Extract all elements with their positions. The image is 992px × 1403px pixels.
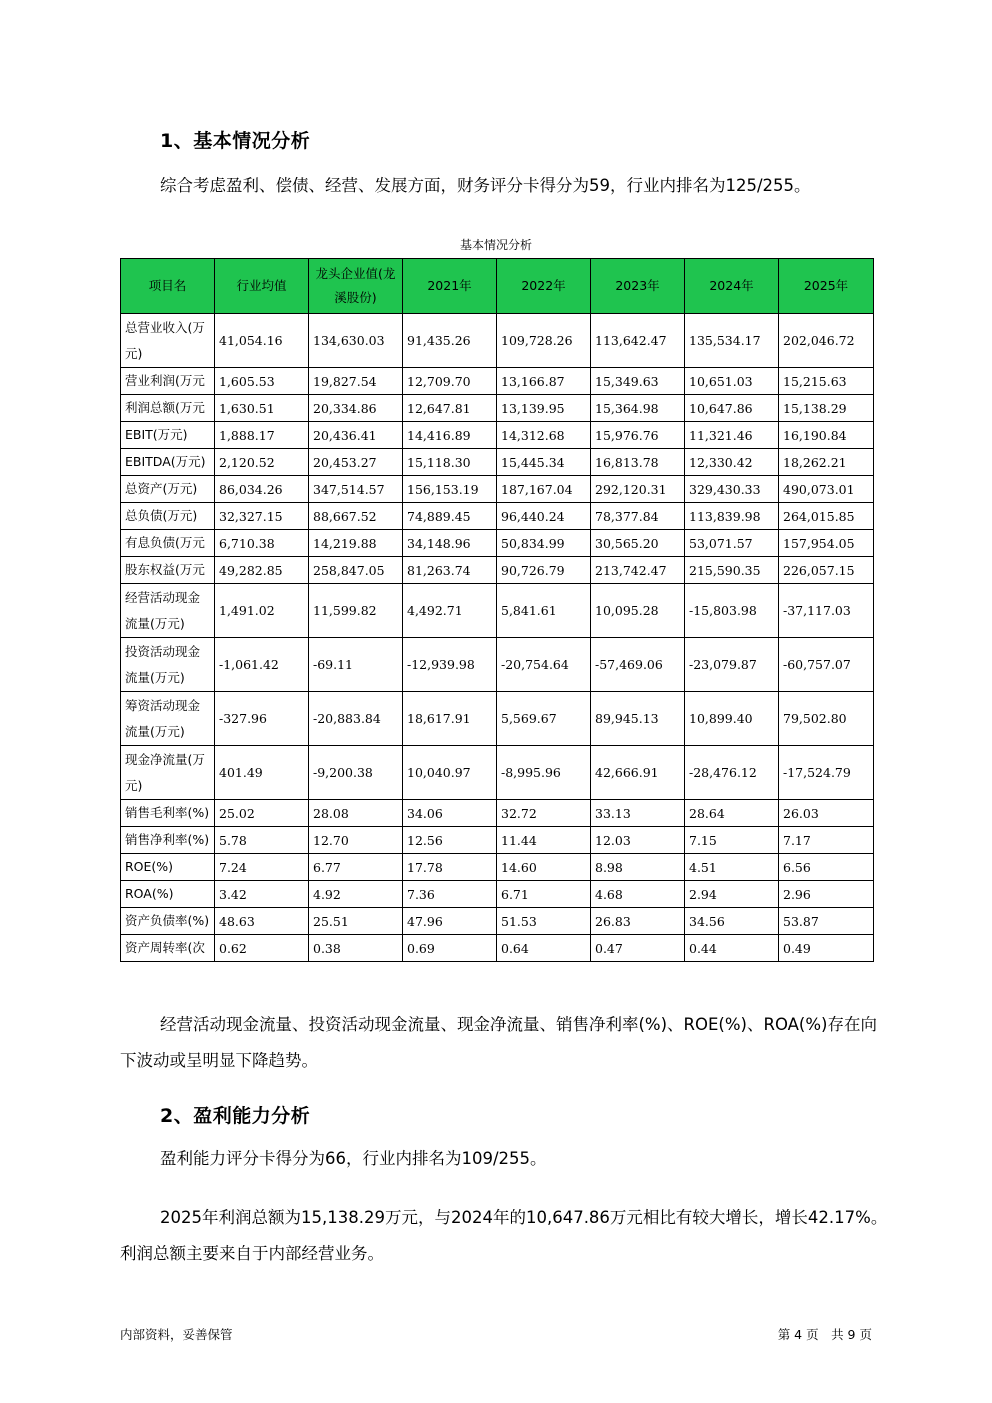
table-cell: -327.96: [215, 692, 309, 746]
page-number: 第 4 页 共 9 页: [777, 1327, 872, 1342]
table-cell: 0.49: [779, 935, 874, 962]
table-row: [121, 854, 874, 881]
table-cell: 8.98: [591, 854, 685, 881]
table-cell: 14,219.88: [309, 530, 403, 557]
table-cell: 401.49: [215, 746, 309, 800]
table-row: [121, 881, 874, 908]
table-cell: 215,590.35: [685, 557, 779, 584]
table-row: [121, 800, 874, 827]
table-cell: 4.51: [685, 854, 779, 881]
table-cell: -17,524.79: [779, 746, 874, 800]
table-cell: -15,803.98: [685, 584, 779, 638]
column-header: 2025年: [779, 259, 874, 314]
table-cell: 30,565.20: [591, 530, 685, 557]
trend-note: 经营活动现金流量、投资活动现金流量、现金净流量、销售净利率(%)、ROE(%)、ROA(%)存在向下波动或呈明显下降趋势。: [120, 1015, 877, 1070]
table-cell: 18,617.91: [403, 692, 497, 746]
table-row: [121, 422, 874, 449]
table-cell: 134,630.03: [309, 314, 403, 368]
table-cell: 12,647.81: [403, 395, 497, 422]
table-cell: 25.02: [215, 800, 309, 827]
table-cell: -57,469.06: [591, 638, 685, 692]
table-cell: 14.60: [497, 854, 591, 881]
table-row: [121, 449, 874, 476]
table-cell: 15,118.30: [403, 449, 497, 476]
table-cell: 292,120.31: [591, 476, 685, 503]
table-cell: -60,757.07: [779, 638, 874, 692]
table-cell: 156,153.19: [403, 476, 497, 503]
table-cell: 50,834.99: [497, 530, 591, 557]
table-cell: 15,364.98: [591, 395, 685, 422]
row-label: ROE(%): [121, 854, 215, 881]
table-cell: 5.78: [215, 827, 309, 854]
table-cell: 12.56: [403, 827, 497, 854]
table-cell: 347,514.57: [309, 476, 403, 503]
table-cell: 10,095.28: [591, 584, 685, 638]
table-cell: 28.64: [685, 800, 779, 827]
table-cell: -69.11: [309, 638, 403, 692]
table-cell: 81,263.74: [403, 557, 497, 584]
table-row: [121, 557, 874, 584]
table-row: [121, 476, 874, 503]
table-cell: 33.13: [591, 800, 685, 827]
table-cell: 11.44: [497, 827, 591, 854]
table-cell: 2.96: [779, 881, 874, 908]
table-cell: 3.42: [215, 881, 309, 908]
table-cell: 202,046.72: [779, 314, 874, 368]
table-cell: 10,040.97: [403, 746, 497, 800]
table-cell: 41,054.16: [215, 314, 309, 368]
column-header: 2024年: [685, 259, 779, 314]
table-row: [121, 395, 874, 422]
table-cell: 0.64: [497, 935, 591, 962]
row-label: 资产周转率(次: [121, 935, 215, 962]
table-cell: 34.56: [685, 908, 779, 935]
table-cell: 20,436.41: [309, 422, 403, 449]
table-cell: 88,667.52: [309, 503, 403, 530]
table-cell: 10,647.86: [685, 395, 779, 422]
table-cell: 1,630.51: [215, 395, 309, 422]
table-cell: 6.77: [309, 854, 403, 881]
row-label: ROA(%): [121, 881, 215, 908]
row-label: 销售净利率(%): [121, 827, 215, 854]
table-cell: 5,569.67: [497, 692, 591, 746]
table-cell: 12.03: [591, 827, 685, 854]
table-cell: 17.78: [403, 854, 497, 881]
table-cell: 109,728.26: [497, 314, 591, 368]
row-label: 筹资活动现金流量(万元): [121, 692, 215, 746]
row-label: EBITDA(万元): [121, 449, 215, 476]
table-cell: 20,334.86: [309, 395, 403, 422]
table-cell: 32.72: [497, 800, 591, 827]
table-row: [121, 530, 874, 557]
basic-analysis-table: [120, 258, 874, 962]
table-cell: -9,200.38: [309, 746, 403, 800]
table-cell: 135,534.17: [685, 314, 779, 368]
profitability-score: 盈利能力评分卡得分为66，行业内排名为109/255。: [160, 1149, 547, 1168]
section-1-heading: 1、基本情况分析: [160, 130, 311, 152]
table-cell: 25.51: [309, 908, 403, 935]
table-cell: -20,754.64: [497, 638, 591, 692]
table-cell: 2,120.52: [215, 449, 309, 476]
table-cell: 14,416.89: [403, 422, 497, 449]
table-cell: 213,742.47: [591, 557, 685, 584]
table-cell: 20,453.27: [309, 449, 403, 476]
row-label: 总资产(万元): [121, 476, 215, 503]
table-cell: 258,847.05: [309, 557, 403, 584]
column-header: 2021年: [403, 259, 497, 314]
row-label: 资产负债率(%): [121, 908, 215, 935]
table-cell: 10,651.03: [685, 368, 779, 395]
table-cell: 91,435.26: [403, 314, 497, 368]
table-caption: 基本情况分析: [459, 238, 532, 252]
table-cell: 5,841.61: [497, 584, 591, 638]
table-cell: 0.69: [403, 935, 497, 962]
table-cell: 34.06: [403, 800, 497, 827]
table-cell: 16,813.78: [591, 449, 685, 476]
table-cell: 49,282.85: [215, 557, 309, 584]
row-label: EBIT(万元): [121, 422, 215, 449]
table-cell: 47.96: [403, 908, 497, 935]
row-label: 总负债(万元): [121, 503, 215, 530]
row-label: 经营活动现金流量(万元): [121, 584, 215, 638]
table-row: [121, 503, 874, 530]
table-body: [121, 314, 874, 962]
table-cell: 0.47: [591, 935, 685, 962]
profit-detail: 2025年利润总额为15,138.29万元，与2024年的10,647.86万元相比有较大增长，增长42.17%。利润总额主要来自于内部经营业务。: [120, 1208, 888, 1263]
table-cell: 11,599.82: [309, 584, 403, 638]
table-cell: 4.68: [591, 881, 685, 908]
row-label: 总营业收入(万元): [121, 314, 215, 368]
footer-confidential: 内部资料，妥善保管: [120, 1327, 233, 1342]
table-row: [121, 692, 874, 746]
table-cell: 53,071.57: [685, 530, 779, 557]
column-header: 2023年: [591, 259, 685, 314]
table-cell: 157,954.05: [779, 530, 874, 557]
table-cell: 7.36: [403, 881, 497, 908]
table-cell: 187,167.04: [497, 476, 591, 503]
table-row: [121, 368, 874, 395]
table-cell: 6.71: [497, 881, 591, 908]
row-label: 现金净流量(万元): [121, 746, 215, 800]
table-header-row: [121, 259, 874, 314]
table-cell: 74,889.45: [403, 503, 497, 530]
table-cell: 18,262.21: [779, 449, 874, 476]
table-cell: 53.87: [779, 908, 874, 935]
table-cell: 15,445.34: [497, 449, 591, 476]
table-cell: 490,073.01: [779, 476, 874, 503]
table-cell: 26.83: [591, 908, 685, 935]
table-cell: 1,491.02: [215, 584, 309, 638]
table-cell: -23,079.87: [685, 638, 779, 692]
table-cell: 51.53: [497, 908, 591, 935]
table-cell: -1,061.42: [215, 638, 309, 692]
table-cell: 42,666.91: [591, 746, 685, 800]
column-header: 项目名: [121, 259, 215, 314]
table-cell: 19,827.54: [309, 368, 403, 395]
table-row: [121, 746, 874, 800]
table-cell: 90,726.79: [497, 557, 591, 584]
table-row: [121, 908, 874, 935]
table-cell: 15,138.29: [779, 395, 874, 422]
row-label: 利润总额(万元: [121, 395, 215, 422]
table-cell: 26.03: [779, 800, 874, 827]
table-cell: 12.70: [309, 827, 403, 854]
table-cell: 13,166.87: [497, 368, 591, 395]
table-cell: 89,945.13: [591, 692, 685, 746]
table-cell: 12,330.42: [685, 449, 779, 476]
table-cell: 329,430.33: [685, 476, 779, 503]
table-cell: 79,502.80: [779, 692, 874, 746]
table-cell: 113,839.98: [685, 503, 779, 530]
table-cell: -37,117.03: [779, 584, 874, 638]
table-cell: 32,327.15: [215, 503, 309, 530]
table-cell: 6,710.38: [215, 530, 309, 557]
table-cell: 2.94: [685, 881, 779, 908]
table-cell: 1,605.53: [215, 368, 309, 395]
table-cell: -20,883.84: [309, 692, 403, 746]
table-cell: 28.08: [309, 800, 403, 827]
table-cell: -28,476.12: [685, 746, 779, 800]
table-cell: 264,015.85: [779, 503, 874, 530]
table-cell: -12,939.98: [403, 638, 497, 692]
table-cell: 226,057.15: [779, 557, 874, 584]
table-cell: 10,899.40: [685, 692, 779, 746]
row-label: 股东权益(万元: [121, 557, 215, 584]
table-cell: 0.62: [215, 935, 309, 962]
row-label: 有息负债(万元: [121, 530, 215, 557]
table-cell: -8,995.96: [497, 746, 591, 800]
table-cell: 48.63: [215, 908, 309, 935]
table-cell: 7.17: [779, 827, 874, 854]
table-row: [121, 827, 874, 854]
column-header: 行业均值: [215, 259, 309, 314]
section-2-heading: 2、盈利能力分析: [160, 1105, 311, 1127]
table-cell: 16,190.84: [779, 422, 874, 449]
row-label: 营业利润(万元: [121, 368, 215, 395]
table-cell: 14,312.68: [497, 422, 591, 449]
table-cell: 113,642.47: [591, 314, 685, 368]
table-cell: 15,215.63: [779, 368, 874, 395]
table-cell: 1,888.17: [215, 422, 309, 449]
table-cell: 4.92: [309, 881, 403, 908]
column-header: 2022年: [497, 259, 591, 314]
column-header: 龙头企业值(龙溪股份): [309, 259, 403, 314]
table-cell: 15,976.76: [591, 422, 685, 449]
table-cell: 0.44: [685, 935, 779, 962]
table-cell: 96,440.24: [497, 503, 591, 530]
table-cell: 34,148.96: [403, 530, 497, 557]
table-cell: 4,492.71: [403, 584, 497, 638]
table-cell: 0.38: [309, 935, 403, 962]
table-cell: 7.15: [685, 827, 779, 854]
row-label: 销售毛利率(%): [121, 800, 215, 827]
table-cell: 6.56: [779, 854, 874, 881]
row-label: 投资活动现金流量(万元): [121, 638, 215, 692]
table-cell: 11,321.46: [685, 422, 779, 449]
table-cell: 12,709.70: [403, 368, 497, 395]
table-cell: 7.24: [215, 854, 309, 881]
table-row: [121, 314, 874, 368]
table-row: [121, 935, 874, 962]
table-cell: 86,034.26: [215, 476, 309, 503]
table-cell: 78,377.84: [591, 503, 685, 530]
table-cell: 15,349.63: [591, 368, 685, 395]
table-cell: 13,139.95: [497, 395, 591, 422]
section-1-summary: 综合考虑盈利、偿债、经营、发展方面，财务评分卡得分为59，行业内排名为125/255。: [160, 176, 811, 195]
table-row: [121, 638, 874, 692]
table-row: [121, 584, 874, 638]
